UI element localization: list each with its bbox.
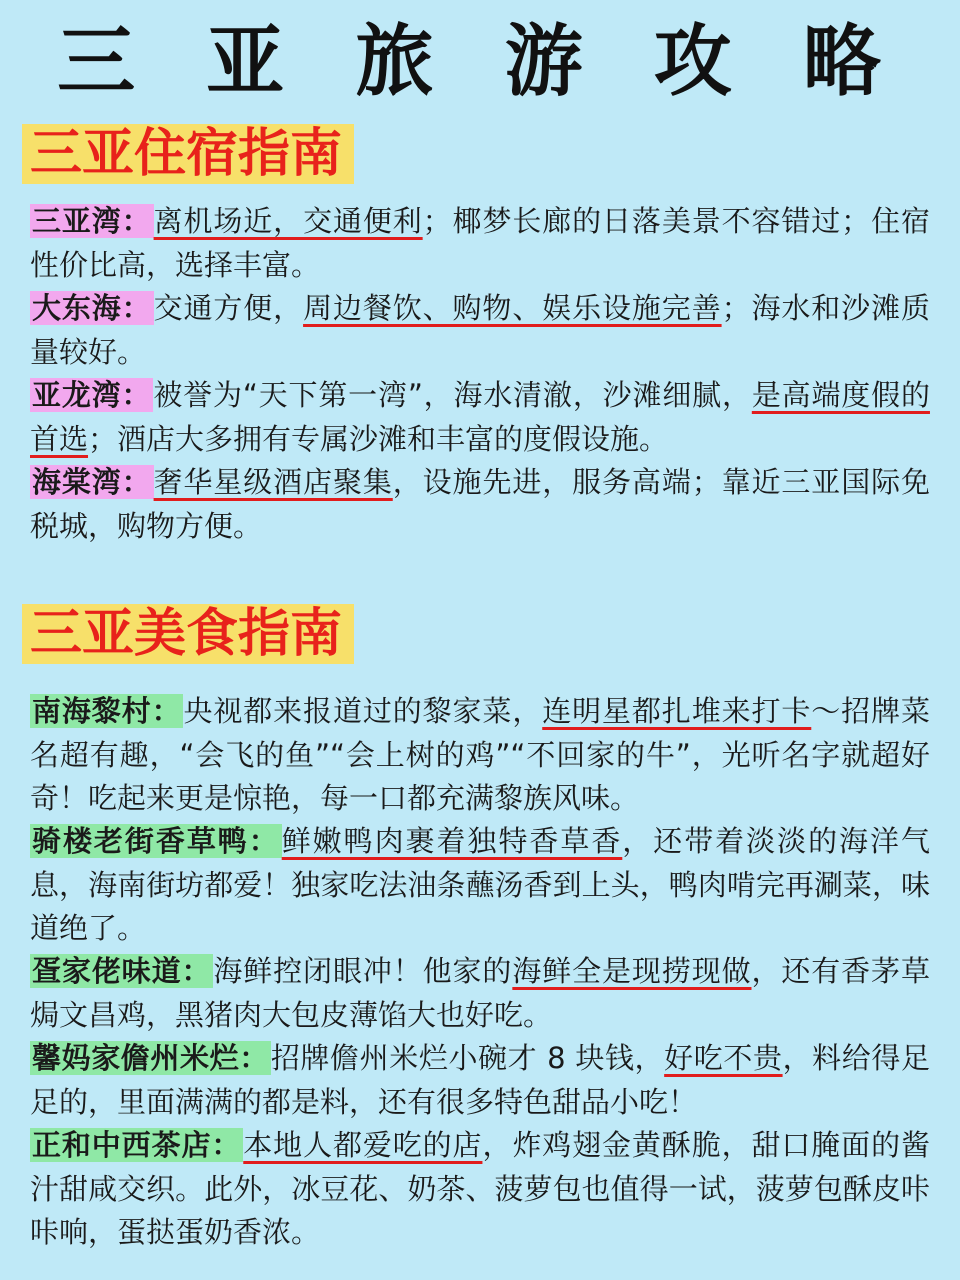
food-item-herb-duck	[30, 820, 930, 951]
item-text: ，还带着淡淡的海洋气息，海南街坊都爱！独家吃法油条蘸汤香到上头，鸭肉啃完再涮菜，味道绝了。	[30, 824, 930, 945]
page-title: 三 亚 旅 游 攻 略	[57, 17, 903, 107]
item-text: ；酒店大多拥有专属沙滩和丰富的度假设施。	[88, 421, 669, 456]
highlight-text: 好吃不贵	[664, 1041, 783, 1075]
item-label: 三亚湾：	[32, 204, 152, 238]
item-text: ；椰梦长廊的日落美景不容错过；住宿性价比高，选择丰富。	[30, 204, 930, 282]
food-item-danjia-flavor	[30, 950, 930, 1037]
item-label: 南海黎村：	[32, 694, 182, 728]
item-text: ；海水和沙滩质量较好。	[30, 291, 930, 369]
stay-item-yalong-bay	[30, 374, 930, 461]
item-text: ，还有香茅草焗文昌鸡，黑猪肉大包皮薄馅大也好吃。	[30, 954, 930, 1032]
stay-item-sanya-bay	[30, 200, 930, 287]
item-label: 正和中西茶店：	[32, 1128, 242, 1162]
item-label: 大东海：	[32, 291, 152, 325]
highlight-text: 海鲜全是现捞现做	[512, 954, 752, 988]
item-text: 招牌儋州米烂小碗才 8 块钱，	[270, 1041, 665, 1075]
item-text: ～招牌菜名超有趣，“会飞的鱼”“会上树的鸡”“不回家的牛”，光听名字就超好奇！吃起来更是惊艳，每一口都充满黎族风味。	[30, 694, 930, 815]
section-heading-stay: 三亚住宿指南	[22, 124, 354, 184]
item-label: 疍家佬味道：	[32, 954, 212, 988]
food-item-zhenghe-teahouse	[30, 1124, 930, 1255]
highlight-text: 是高端度假的首选	[30, 378, 930, 456]
highlight-text: 鲜嫩鸭肉裹着独特香草香	[281, 824, 623, 858]
item-text: ，炸鸡翅金黄酥脆，甜口腌面的酱汁甜咸交织。此外，冰豆花、奶茶、菠萝包也值得一试，菠萝包酥皮咔咔响，蛋挞蛋奶香浓。	[30, 1128, 930, 1249]
food-item-danzhou-rice	[30, 1037, 930, 1124]
highlight-text: 周边餐饮、购物、娱乐设施完善	[303, 291, 722, 325]
highlight-text: 奢华星级酒店聚集	[153, 465, 393, 499]
item-text: 被誉为“天下第一湾”，海水清澈，沙滩细腻，	[153, 378, 752, 412]
highlight-text: 离机场近，交通便利	[153, 204, 423, 238]
item-text: 海鲜控闭眼冲！他家的	[213, 954, 513, 988]
item-text: ，设施先进，服务高端；靠近三亚国际免税城，购物方便。	[30, 465, 930, 543]
item-label: 馨妈家儋州米烂：	[32, 1041, 269, 1075]
stay-item-haitang-bay	[30, 461, 930, 548]
item-text: 央视都来报道过的黎家菜，	[183, 694, 543, 728]
section-heading-food: 三亚美食指南	[22, 604, 354, 664]
item-text: 交通方便，	[153, 291, 304, 325]
food-item-nanhai-li-village	[30, 690, 930, 821]
highlight-text: 连明星都扎堆来打卡	[542, 694, 812, 728]
stay-item-dadonghai	[30, 287, 930, 374]
item-label: 亚龙湾：	[32, 378, 152, 412]
item-text: ，料给得足足的，里面满满的都是料，还有很多特色甜品小吃！	[30, 1041, 930, 1119]
item-label: 骑楼老街香草鸭：	[32, 824, 280, 858]
item-label: 海棠湾：	[32, 465, 152, 499]
highlight-text: 本地人都爱吃的店	[243, 1128, 483, 1162]
